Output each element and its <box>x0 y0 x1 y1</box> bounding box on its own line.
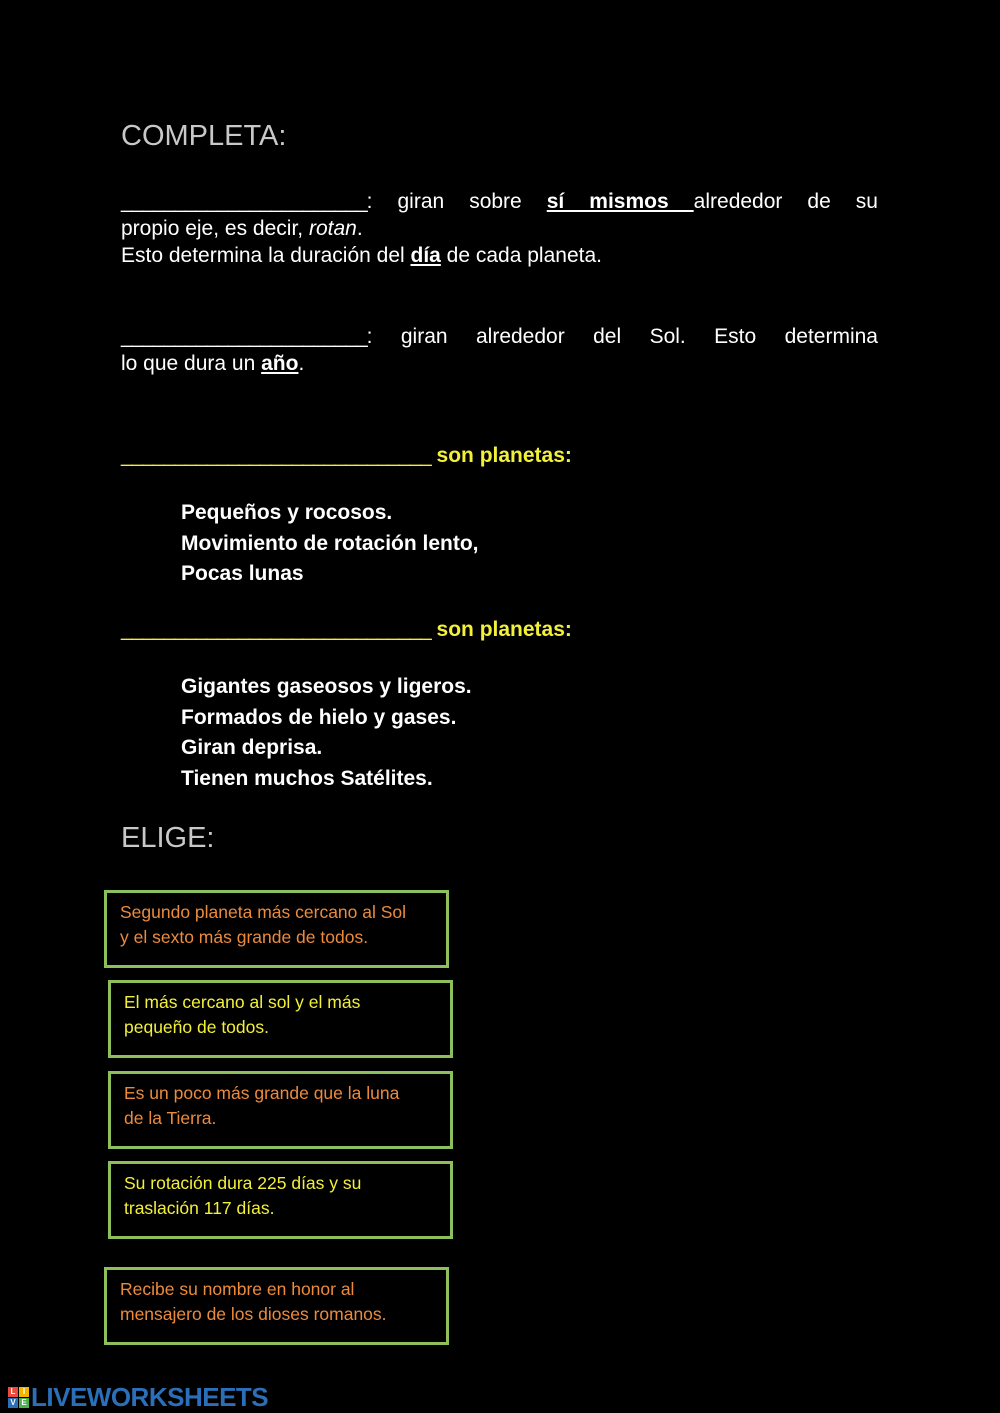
list-item: Pequeños y rocosos. <box>181 501 393 524</box>
question-rotation-line2 <box>121 215 878 242</box>
question-rotation-line3 <box>121 242 878 269</box>
choice-text: Es un poco más grande que la luna <box>124 1083 400 1103</box>
question-rotation-line1 <box>121 188 878 215</box>
question-translation <box>121 323 878 377</box>
text-segment: : giran alrededor del Sol. Esto determina <box>366 325 878 348</box>
choice-box-2[interactable] <box>108 980 453 1058</box>
choice-text: traslación 117 días. <box>124 1198 275 1218</box>
answer-blank-outer[interactable]: _____________________________ <box>121 618 431 641</box>
choice-text: Segundo planeta más cercano al Sol <box>120 902 407 922</box>
choice-text: Recibe su nombre en honor al <box>120 1279 355 1299</box>
answer-blank-inner[interactable]: _____________________________ <box>121 444 431 467</box>
logo-letter: E <box>19 1398 29 1408</box>
logo-letter: I <box>19 1387 29 1397</box>
logo-grid-icon <box>8 1387 29 1408</box>
text-segment: lo que dura un <box>121 352 262 375</box>
emphasis-ano: año <box>261 352 299 375</box>
list-item: Movimiento de rotación lento, <box>181 531 479 555</box>
text-segment: . <box>298 352 305 375</box>
answer-blank-rotation[interactable]: _______________________ <box>121 190 367 213</box>
question-inner-planets <box>121 444 572 468</box>
text-segment: propio eje, es decir, <box>121 217 309 240</box>
list-item: Pocas lunas <box>181 562 304 585</box>
son-planetas-label: son planetas: <box>430 618 572 641</box>
emphasis-dia: día <box>410 244 441 267</box>
elige-heading: ELIGE: <box>121 822 215 854</box>
choice-text: El más cercano al sol y el más <box>124 992 361 1012</box>
emphasis-si-mismos: sí mismos <box>546 190 694 213</box>
son-planetas-label: son planetas: <box>430 444 572 467</box>
choice-box-5[interactable] <box>104 1267 449 1345</box>
choice-text: y el sexto más grande de todos. <box>120 927 369 947</box>
list-item: Gigantes gaseosos y ligeros. <box>181 675 472 698</box>
choice-box-3[interactable] <box>108 1071 453 1149</box>
text-segment: alrededor de su <box>693 190 878 213</box>
logo-text: LIVEWORKSHEETS <box>31 1382 269 1412</box>
inner-planets-list <box>181 498 479 590</box>
logo-letter: L <box>8 1387 18 1397</box>
answer-blank-translation[interactable]: _______________________ <box>121 325 367 348</box>
choice-text: de la Tierra. <box>124 1108 217 1128</box>
text-segment: Esto determina la duración del <box>121 244 411 267</box>
text-segment: : giran sobre <box>366 190 547 213</box>
choice-box-1[interactable] <box>104 890 449 968</box>
question-rotation <box>121 188 878 269</box>
question-translation-line2 <box>121 350 878 377</box>
choice-text: Su rotación dura 225 días y su <box>124 1173 362 1193</box>
question-outer-planets <box>121 618 572 642</box>
question-translation-line1 <box>121 323 878 350</box>
list-item: Giran deprisa. <box>181 736 323 759</box>
completa-heading: COMPLETA: <box>121 120 287 152</box>
list-item: Formados de hielo y gases. <box>181 705 457 729</box>
choice-text: pequeño de todos. <box>124 1017 269 1037</box>
emphasis-rotan: rotan <box>308 217 357 240</box>
text-segment: . <box>356 217 363 240</box>
outer-planets-list <box>181 672 472 794</box>
liveworksheets-logo <box>8 1382 268 1413</box>
text-segment: de cada planeta. <box>440 244 602 267</box>
choice-box-4[interactable] <box>108 1161 453 1239</box>
choice-text: mensajero de los dioses romanos. <box>120 1304 387 1324</box>
list-item: Tienen muchos Satélites. <box>181 766 433 790</box>
logo-letter: V <box>8 1398 18 1408</box>
